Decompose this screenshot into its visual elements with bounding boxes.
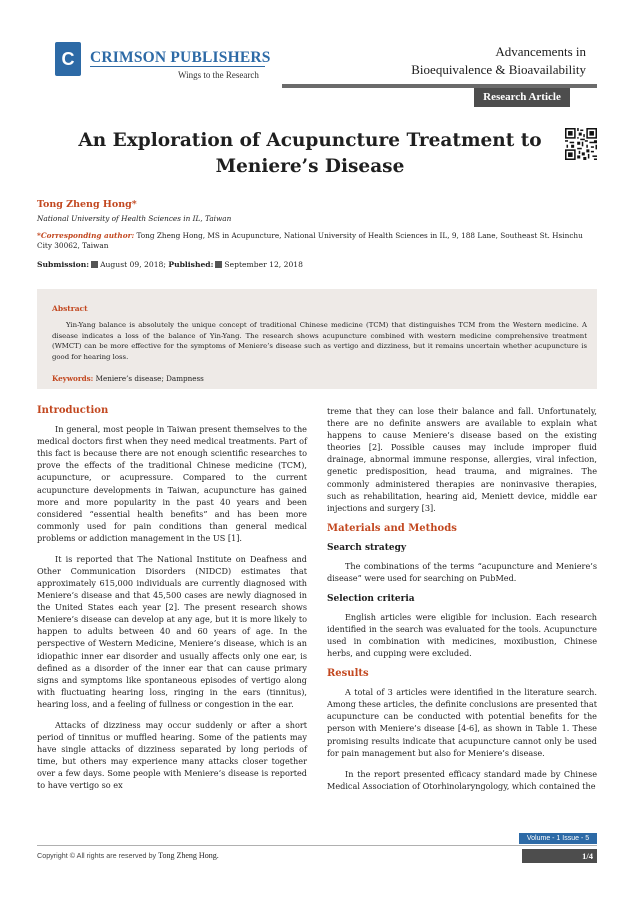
footer-divider [37, 845, 597, 846]
calendar-icon [91, 261, 98, 268]
corresponding-author [37, 231, 597, 251]
article-title: An Exploration of Acupuncture Treatment to Meniere’s Disease [78, 130, 542, 177]
calendar-icon [215, 261, 222, 268]
abstract-heading: Abstract [52, 304, 88, 313]
keywords [52, 374, 204, 383]
search-strategy-heading: Search strategy [327, 542, 407, 553]
abstract-text: Yin-Yang balance is absolutely the unique concept of traditional Chinese medicine (TCM) that distinguishes TCM from the Western medicine. A disease indicates a loss of the balance of Yin-Yang. The research shows acupuncture combined with western medicine comprehensive treatment (WMCT) can be more effective for the symptoms of Meniere’s disease such as vertigo and dizziness, but it remains uncertain whether acupuncture is good for hearing loss. [52, 321, 587, 361]
paragraph: treme that they can lose their balance and fall. Unfortunately, there are no definite answers are available to explain what happens to cause Meniere’s disease based on the existing theories [2]. Possible causes may include improper fluid drainage, abnormal immune response, allergies, viral infection, genetic predisposition, head trauma, and migraines. The commonly administered therapies are noninvasive therapies, such as rehabilitation, hearing aid, Meniett device, middle ear injections and surgery [3]. [327, 406, 597, 513]
methods-heading: Materials and Methods [327, 522, 457, 534]
body-column-right [327, 405, 597, 801]
published-label: Published: [168, 260, 214, 269]
publisher-name: CRIMSON PUBLISHERS [90, 49, 271, 66]
article-type-badge: Research Article [474, 88, 570, 107]
qr-code-icon[interactable] [565, 128, 597, 160]
copyright-text: Copyright © All rights are reserved by [37, 851, 159, 860]
paragraph: In the report presented efficacy standard made by Chinese Medical Association of Otorhinolaryngology, which contained the [327, 768, 597, 791]
results-heading: Results [327, 668, 369, 680]
paragraph: English articles were eligible for inclusion. Each research identified in the search was evaluated for the tools. Acupuncture used in combination with medicines, moxibustion, Chinese herbs, and cupping were excluded. [327, 611, 597, 659]
corresponding-author-text: Tong Zheng Hong, MS in Acupuncture, National University of Health Sciences in IL, 9, 188 Lane, Southeast St. Hsinchu City 30062, Taiwan [37, 231, 583, 250]
paragraph: The combinations of the terms “acupuncture and Meniere’s disease” were used for searching on PubMed. [327, 560, 597, 583]
copyright-notice [37, 851, 219, 860]
introduction-heading: Introduction [37, 405, 109, 416]
paragraph: Attacks of dizziness may occur suddenly or after a short period of tinnitus or muffled hearing. Some of the patients may have single attacks of dizziness separated by long periods of time, but others may experience many attacks closer together over a few days. Some people with Meniere’s disease is reported to have vertigo so ex [37, 719, 307, 791]
article-dates [37, 260, 303, 269]
page-number: 1/4 [522, 849, 597, 863]
publisher-logo: C [55, 42, 81, 76]
volume-issue-badge: Volume - 1 Issue - 5 [519, 833, 597, 844]
keywords-text: Meniere’s disease; Dampness [93, 374, 204, 383]
paragraph: In general, most people in Taiwan present themselves to the medical doctors first when they need medical treatments. Part of this fact is because there are not enough scientific researches to prove the effects of the traditional Chinese medicine (TCM), acupuncture, or acupressure. Compared to the current acupuncture developments in Taiwan, acupuncture has gained more and more popularity in the past 40 years and been considered “essential health benefits” and has been more commonly used for pain conditions than general medical problems or addiction management in the US [1]. [37, 424, 307, 543]
author-name: Tong Zheng Hong* [37, 199, 137, 210]
paragraph: It is reported that The National Institute on Deafness and Other Communication Disorders (NIDCD) estimates that approximately 615,000 individuals are currently diagnosed with Meniere’s disease and that 45,500 cases are newly diagnosed in the United States each year [2]. The present research shows Meniere’s disease can develop at any age, but it is more likely to happen to adults between 40 and 60 years of age. In the perspective of Western Medicine, Meniere’s disease, which is an idiopathic inner ear disorder and usually affects only one ear, is defined as a disorder of the inner ear that can cause primary signs and symptoms like spontaneous episodes of vertigo along with fluctuating hearing loss, ringing in the ears (tinnitus), hearing loss, and a feeling of fullness or congestion in the ear. [37, 553, 307, 709]
copyright-holder: Tong Zheng Hong. [158, 851, 219, 860]
corresponding-author-label: *Corresponding author: [37, 231, 135, 240]
author-affiliation: National University of Health Sciences in IL, Taiwan [37, 214, 232, 223]
journal-title-line1: Advancements in [495, 44, 586, 59]
publisher-tagline: Wings to the Research [178, 70, 259, 80]
logo-divider [90, 66, 265, 67]
submission-label: Submission: [37, 260, 90, 269]
submission-date: August 09, 2018; [100, 260, 166, 269]
published-date: September 12, 2018 [224, 260, 303, 269]
paragraph: A total of 3 articles were identified in the literature search. Among these articles, the definite conclusions are presented that acupuncture can be conducted with potential benefits for the person with Meniere’s disease [4-6], as shown in Table 1. These promising results indicate that acupuncture cannot only be used for pain management but also for Meniere’s disease. [327, 687, 597, 758]
journal-title-line2: Bioequivalence & Bioavailability [411, 62, 586, 77]
selection-criteria-heading: Selection criteria [327, 593, 415, 604]
body-column-left [37, 405, 307, 800]
keywords-label: Keywords: [52, 374, 94, 383]
